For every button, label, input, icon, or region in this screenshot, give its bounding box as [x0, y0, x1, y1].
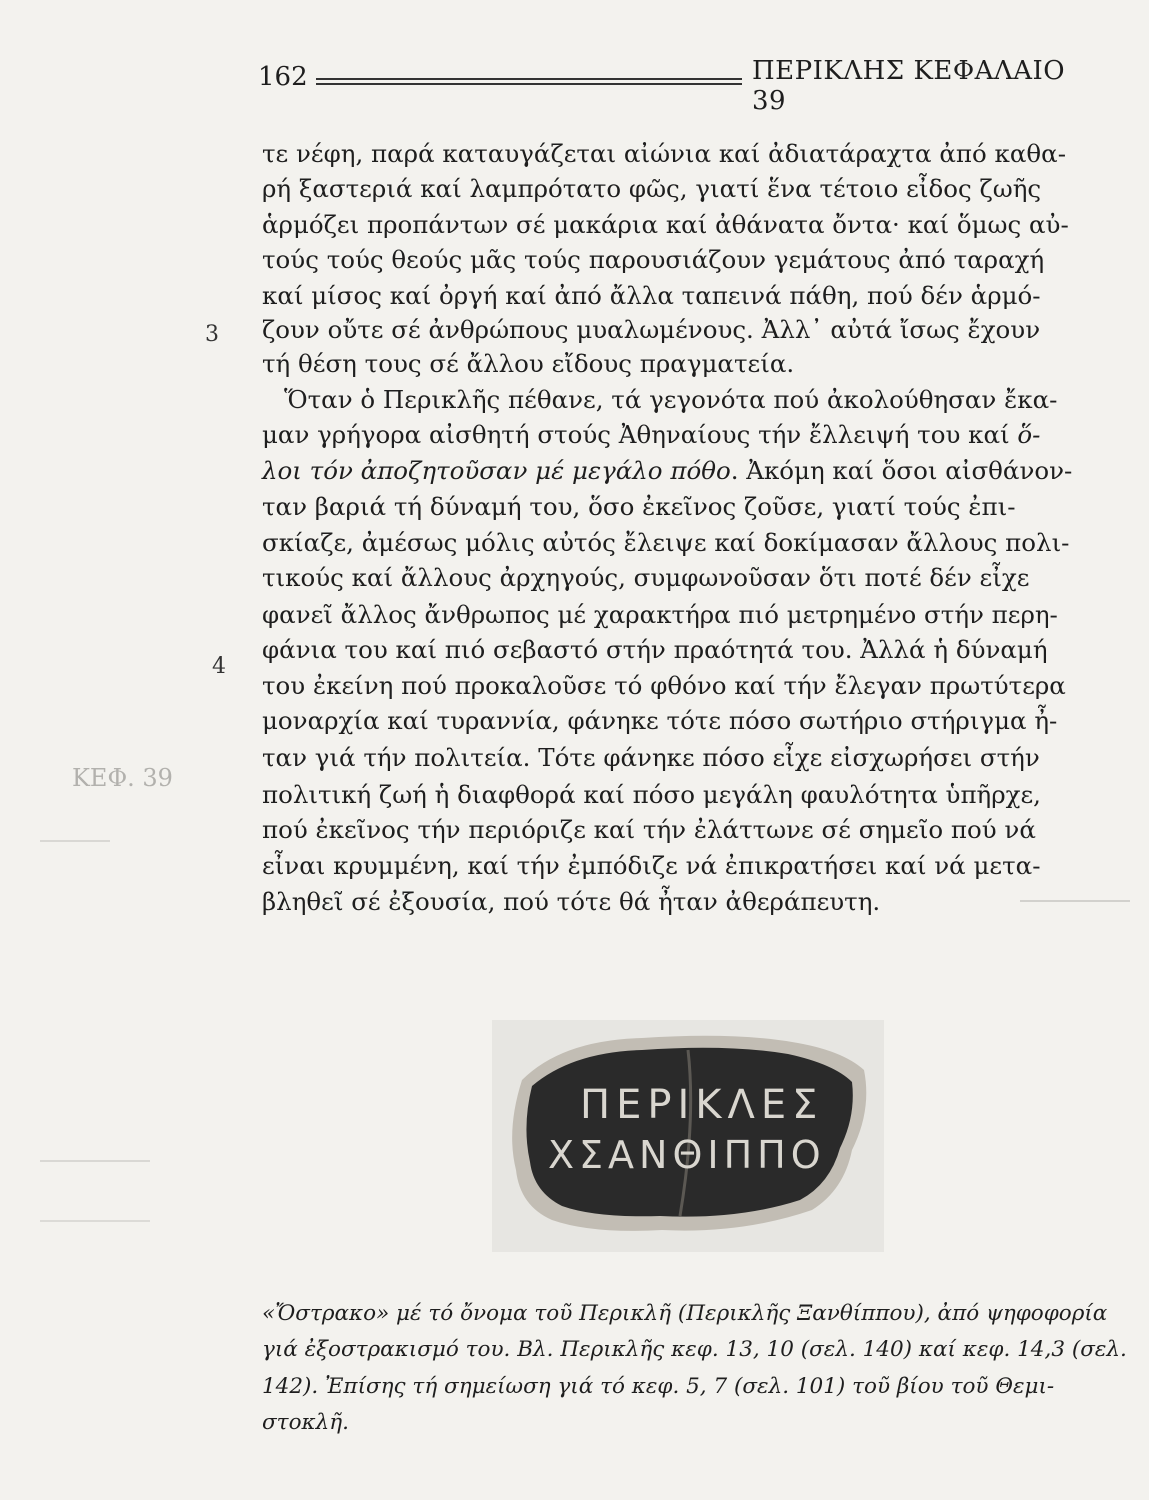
text-line: τικούς καί ἄλλους ἀρχηγούς, συμφωνοῦσαν ὅτι ποτέ δέν εἶχε [262, 563, 1030, 592]
text-line: του ἐκείνη πού προκαλοῦσε τό φθόνο καί τήν ἔλεγαν πρωτύτερα [262, 671, 1066, 700]
text-line: φάνια του καί πιό σεβαστό στήν πραότητά του. Ἀλλά ἡ δύναμή [262, 635, 1048, 664]
text-line: ταν γιά τήν πολιτεία. Τότε φάνηκε πόσο εἶχε εἰσχωρήσει στήν [262, 743, 1040, 772]
text-run: μαν γρήγορα αἰσθητή στούς Ἀθηναίους τήν ἔλλειψή του καί [262, 420, 1018, 449]
ostrakon-photo [492, 1020, 884, 1252]
text-line: βληθεῖ σέ ἐξουσία, πού τότε θά ἦταν ἀθεράπευτη. [262, 887, 881, 916]
header-double-rule [316, 78, 742, 85]
text-line: μοναρχία καί τυραννία, φάνηκε τότε πόσο σωτήριο στήριγμα ἦ- [262, 706, 1058, 735]
margin-section-number: 3 [205, 322, 219, 347]
ostrakon-inscription-line-1: ΠΕΡΙΚΛΕΣ [580, 1082, 824, 1128]
text-line: τε νέφη, παρά καταυγάζεται αἰώνια καί ἀδιατάραχτα ἀπό καθα- [262, 139, 1066, 168]
text-line: ταν βαριά τή δύναμή του, ὅσο ἐκεῖνος ζοῦσε, γιατί τούς ἐπι- [262, 492, 1016, 521]
text-line: ζουν οὔτε σέ ἀνθρώπους μυαλωμένους. Ἀλλ᾽ αὐτά ἴσως ἔχουν [262, 315, 1041, 344]
ostrakon-inscription-line-2: ΧΣΑΝΘΙΠΠΟ [548, 1133, 826, 1177]
caption-line: γιά ἐξοστρακισμό του. Βλ. Περικλῆς κεφ. 13, 10 (σελ. 140) καί κεφ. 14,3 (σελ. [262, 1337, 1127, 1362]
text-line: καί μίσος καί ὀργή καί ἀπό ἄλλα ταπεινά πάθη, πού δέν ἁρμό- [262, 281, 1041, 310]
text-line [262, 420, 1088, 450]
margin-section-number: 4 [212, 654, 226, 679]
text-run-italic: ὅ- [1017, 420, 1041, 449]
caption-line: 142). Ἐπίσης τή σημείωση γιά τό κεφ. 5, 7 (σελ. 101) τοῦ βίου τοῦ Θεμι- [262, 1374, 1055, 1399]
text-run-italic: λοι τόν ἀποζητοῦσαν μέ μεγάλο πόθο [262, 456, 731, 485]
text-line: σκίαζε, ἀμέσως μόλις αὐτός ἔλειψε καί δοκίμασαν ἄλλους πολι- [262, 528, 1070, 557]
text-line: τή θέση τους σέ ἄλλου εἴδους πραγματεία. [262, 349, 795, 378]
text-line: ἁρμόζει προπάντων σέ μακάρια καί ἀθάνατα ὄντα· καί ὅμως αὐ- [262, 210, 1069, 239]
page-header [258, 50, 1078, 116]
page-number: 162 [258, 62, 308, 92]
text-line: ρή ξαστεριά καί λαμπρότατο φῶς, γιατί ἕνα τέτοιο εἶδος ζωῆς [262, 174, 1042, 203]
text-line [262, 456, 1088, 486]
text-line: πολιτική ζωή ἡ διαφθορά καί πόσο μεγάλη φαυλότητα ὑπῆρχε, [262, 780, 1041, 809]
margin-side-heading: ΚΕΦ. 39 [72, 764, 173, 792]
text-line: εἶναι κρυμμένη, καί τήν ἐμπόδιζε νά ἐπικρατήσει καί νά μετα- [262, 851, 1041, 880]
text-line: τούς τούς θεούς μᾶς τούς παρουσιάζουν γεμάτους ἀπό ταραχή [262, 245, 1045, 274]
text-line: φανεῖ ἄλλος ἄνθρωπος μέ χαρακτήρα πιό μετρημένο στήν περη- [262, 600, 1058, 629]
caption-line: στοκλῆ. [262, 1410, 349, 1435]
text-run: . Ἀκόμη καί ὅσοι αἰσθάνον- [730, 456, 1073, 485]
text-line: πού ἐκεῖνος τήν περιόριζε καί τήν ἐλάττωνε σέ σημεῖο πού νά [262, 815, 1036, 844]
text-line: Ὅταν ὁ Περικλῆς πέθανε, τά γεγονότα πού ἀκολούθησαν ἔκα- [284, 385, 1058, 414]
running-title: ΠΕΡΙΚΛΗΣ ΚΕΦΑΛΑΙΟ 39 [752, 56, 1066, 116]
ostrakon-illustration [492, 1020, 884, 1252]
caption-line: «Ὄστρακο» μέ τό ὄνομα τοῦ Περικλῆ (Περικλῆς Ξανθίππου), ἀπό ψηφοφορία [262, 1301, 1108, 1326]
